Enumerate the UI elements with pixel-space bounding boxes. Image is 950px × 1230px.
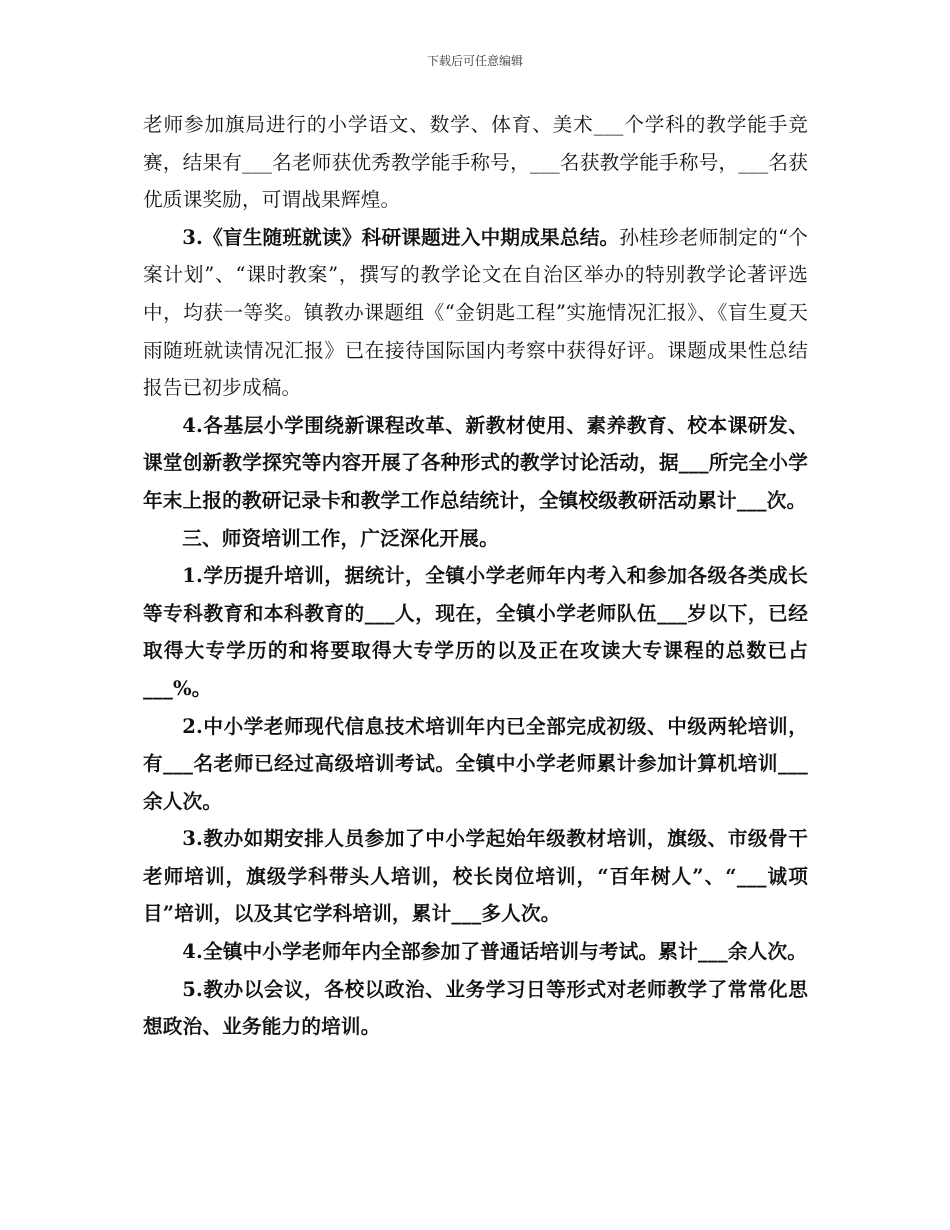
- paragraph-teaching-activities: 4.各基层小学围绕新课程改革、新教材使用、素养教育、校本课研发、课堂创新教学探究等内容开展了各种形式的教学讨论活动，据___所完全小学年末上报的教研记录卡和教学工作总结统计，全镇校级教研活动累计___次。: [143, 413, 808, 512]
- paragraph-political-training: 5.教办以会议，各校以政治、业务学习日等形式对老师教学了常常化思想政治、业务能力的培训。: [143, 977, 808, 1039]
- paragraph-mandarin-training: 4.全镇中小学老师年内全部参加了普通话培训与考试。累计___余人次。: [182, 940, 808, 964]
- document-body: [143, 106, 808, 1046]
- paragraph-continued: 老师参加旗局进行的小学语文、数学、体育、美术___个学科的教学能手竞赛，结果有___名老师获优秀教学能手称号，___名获教学能手称号，___名获优质课奖励，可谓战果辉煌。: [143, 113, 808, 212]
- paragraph-body: 孙桂珍老师制定的“个案计划”、“课时教案”，撰写的教学论文在自治区举办的特别教学论著评选中，均获一等奖。镇教办课题组《“金钥匙工程”实施情况汇报》、《盲生夏天雨随班就读情况汇报》已在接待国际国内考察中获得好评。课题成果性总结报告已初步成稿。: [143, 225, 808, 400]
- paragraph-research-project: [143, 219, 808, 407]
- section-heading-teacher-training: 三、师资培训工作，广泛深化开展。: [182, 526, 499, 550]
- paragraph-degree-training: 1.学历提升培训，据统计，全镇小学老师年内考入和参加各级各类成长等专科教育和本科教育的___人，现在，全镇小学老师队伍___岁以下，已经取得大专学历的和将要取得大专学历的以及正在攻读大专课程的总数已占___%。: [143, 564, 808, 700]
- paragraph-curriculum-training: 3.教办如期安排人员参加了中小学起始年级教材培训，旗级、市级骨干老师培训，旗级学科带头人培训，校长岗位培训，“百年树人”、“___诚项目”培训，以及其它学科培训，累计___多人次。: [143, 827, 808, 926]
- paragraph-it-training: 2.中小学老师现代信息技术培训年内已全部完成初级、中级两轮培训，有___名老师已经过高级培训考试。全镇中小学老师累计参加计算机培训___余人次。: [143, 714, 808, 813]
- page-header-note: 下载后可任意编辑: [426, 54, 523, 68]
- paragraph-heading: 3.《盲生随班就读》科研课题进入中期成果总结。: [182, 225, 620, 249]
